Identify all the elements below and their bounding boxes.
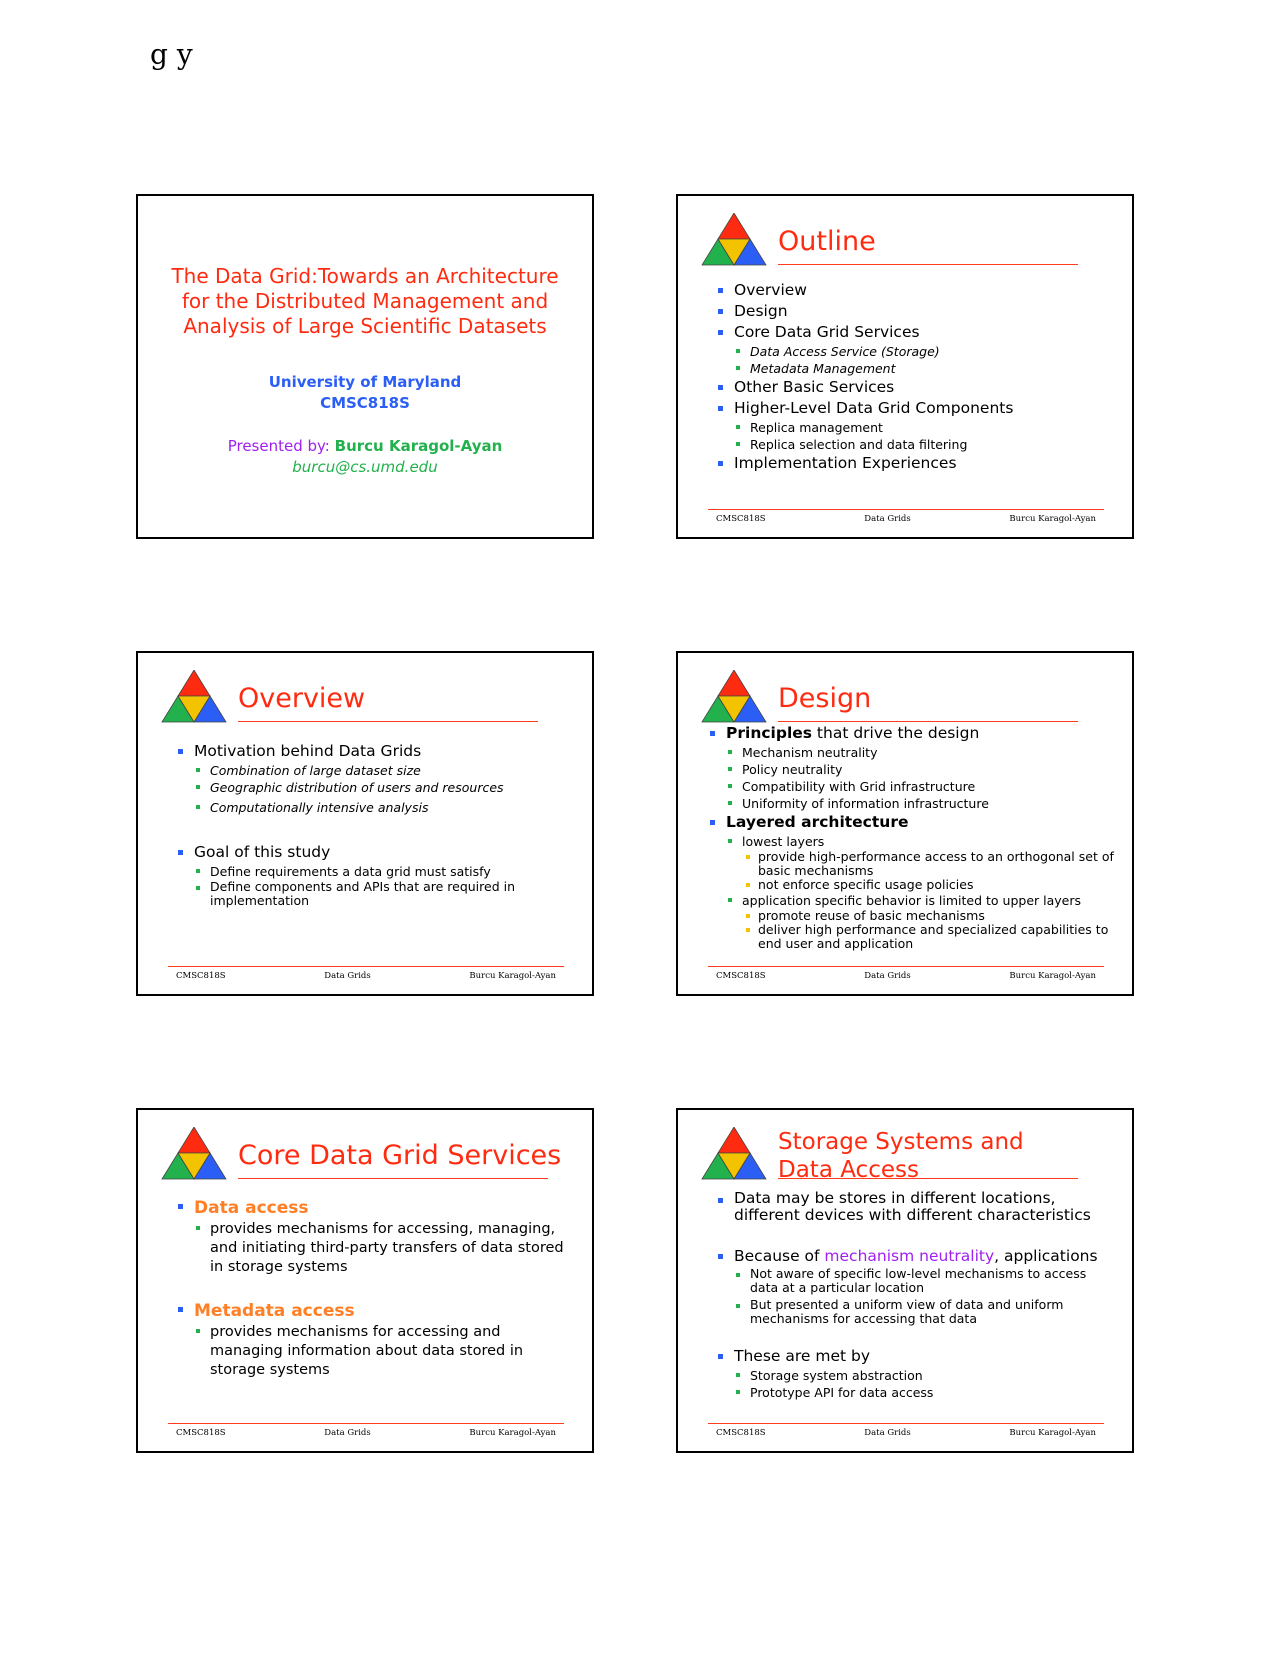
list-item: not enforce specific usage policies [744, 878, 1118, 892]
list-item: Motivation behind Data Grids [176, 741, 572, 762]
footer-divider [708, 1423, 1104, 1424]
list-item: Other Basic Services [716, 377, 1112, 398]
slide-footer: CMSC818S Data Grids Burcu Karagol-Ayan [716, 1428, 1096, 1438]
slide-overview [136, 651, 594, 996]
list-item: Higher-Level Data Grid Components [716, 398, 1112, 419]
slide-footer: CMSC818S Data Grids Burcu Karagol-Ayan [176, 971, 556, 981]
list-item: Core Data Grid Services [716, 322, 1112, 343]
slide-footer: CMSC818S Data Grids Burcu Karagol-Ayan [716, 971, 1096, 981]
title-divider [778, 264, 1078, 265]
slide-title [136, 194, 594, 539]
list-item: Data Access Service (Storage) [734, 343, 1112, 360]
list-item: lowest layers [726, 833, 1118, 850]
footer-divider [708, 509, 1104, 510]
presenter-email: burcu@cs.umd.edu [292, 458, 438, 476]
list-item: Define requirements a data grid must satisfy [194, 863, 572, 880]
slide-heading: Storage Systems and Data Access [778, 1129, 1024, 1183]
triangle-logo-icon [158, 1127, 230, 1185]
list-item: Metadata Management [734, 360, 1112, 377]
list-item: Design [716, 301, 1112, 322]
slide-title-text: The Data Grid:Towards an Architecture for the Distributed Management and Analysis of Large Scientific Datasets [171, 264, 559, 338]
presenter-info [138, 436, 592, 478]
list-item: Metadata access [176, 1299, 572, 1323]
list-item: Not aware of specific low-level mechanisms to access data at a particular location [734, 1267, 1112, 1295]
outline-list [716, 280, 1112, 474]
page-header-fragment: g y [150, 48, 193, 71]
list-item: Define components and APIs that are required in implementation [194, 880, 572, 908]
triangle-logo-icon [158, 670, 230, 728]
list-item: Replica management [734, 419, 1112, 436]
slide-heading: Outline [778, 226, 876, 257]
title-divider [778, 1178, 1078, 1179]
storage-list [716, 1190, 1112, 1401]
list-item: Replica selection and data filtering [734, 436, 1112, 453]
footer-divider [168, 966, 564, 967]
list-item: Overview [716, 280, 1112, 301]
list-item: Combination of large dataset size [194, 762, 572, 779]
list-item: Data access [176, 1196, 572, 1220]
list-item: Goal of this study [176, 842, 572, 863]
slide-footer: CMSC818S Data Grids Burcu Karagol-Ayan [176, 1428, 556, 1438]
slide-design [676, 651, 1134, 996]
list-item: But presented a uniform view of data and uniform mechanisms for accessing that data [734, 1298, 1112, 1326]
triangle-logo-icon [698, 670, 770, 728]
list-item: Layered architecture [708, 812, 1118, 833]
university-info: University of Maryland CMSC818S [268, 373, 462, 412]
core-services-list [176, 1196, 572, 1380]
slide-heading: Overview [238, 683, 366, 714]
list-item: provides mechanisms for accessing, managing, and initiating third-party transfers of data stored in storage systems [194, 1220, 572, 1277]
triangle-logo-icon [698, 213, 770, 271]
title-divider [238, 721, 538, 722]
overview-list [176, 741, 572, 908]
list-item: Storage system abstraction [734, 1367, 1112, 1384]
list-item: These are met by [716, 1346, 1112, 1367]
list-item: Data may be stores in different locations, different devices with different characteristics [716, 1190, 1112, 1224]
list-item: Prototype API for data access [734, 1384, 1112, 1401]
presenter-name: Burcu Karagol-Ayan [334, 437, 503, 455]
list-item: provide high-performance access to an orthogonal set of basic mechanisms [744, 850, 1118, 878]
list-item: promote reuse of basic mechanisms [744, 909, 1118, 923]
list-item: Uniformity of information infrastructure [726, 795, 1118, 812]
triangle-logo-icon [698, 1127, 770, 1185]
list-item: Because of mechanism neutrality, applications [716, 1246, 1112, 1267]
list-item: Compatibility with Grid infrastructure [726, 778, 1118, 795]
list-item: Geographic distribution of users and resources [194, 779, 572, 796]
title-divider [238, 1178, 548, 1179]
slide-storage-systems [676, 1108, 1134, 1453]
list-item: Implementation Experiences [716, 453, 1112, 474]
title-divider [778, 721, 1078, 722]
list-item: Policy neutrality [726, 761, 1118, 778]
slide-heading: Core Data Grid Services [238, 1140, 562, 1171]
footer-divider [708, 966, 1104, 967]
design-list [708, 723, 1118, 951]
footer-divider [168, 1423, 564, 1424]
list-item: application specific behavior is limited to upper layers [726, 892, 1118, 909]
slide-heading: Design [778, 683, 872, 714]
slide-footer: CMSC818S Data Grids Burcu Karagol-Ayan [716, 514, 1096, 524]
slide-outline [676, 194, 1134, 539]
slide-core-services [136, 1108, 594, 1453]
list-item: Principles that drive the design [708, 723, 1118, 744]
list-item: provides mechanisms for accessing and managing information about data stored in storage systems [194, 1323, 572, 1380]
list-item: deliver high performance and specialized capabilities to end user and application [744, 923, 1118, 951]
presented-by-label: Presented by: [227, 437, 330, 455]
list-item: Computationally intensive analysis [194, 799, 572, 816]
list-item: Mechanism neutrality [726, 744, 1118, 761]
